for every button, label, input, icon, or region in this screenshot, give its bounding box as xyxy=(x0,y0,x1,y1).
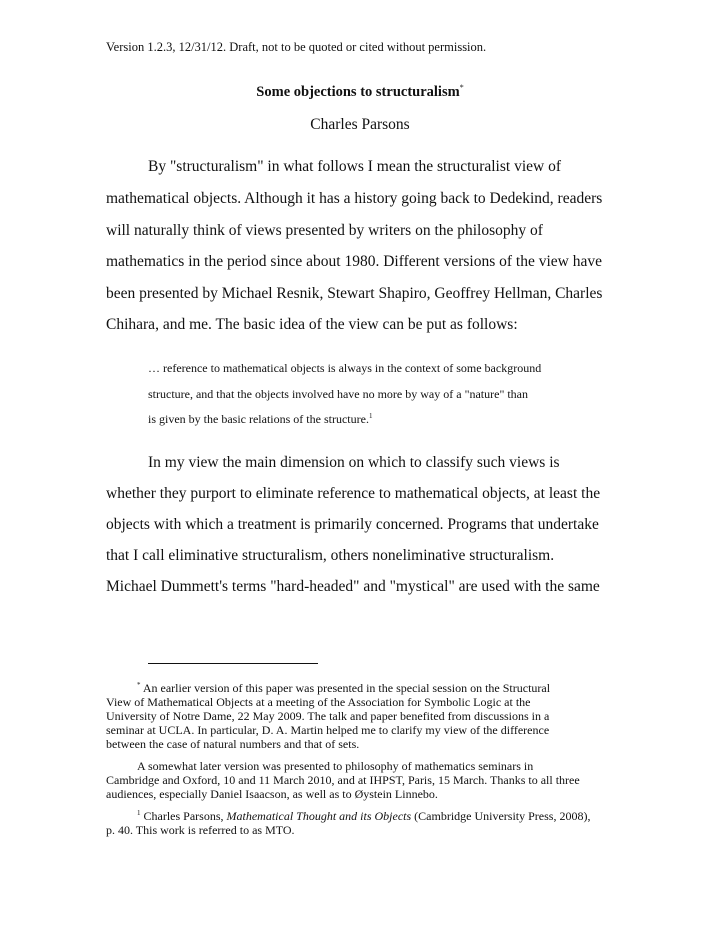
footnote-star-line: between the case of natural numbers and that of sets. xyxy=(106,737,360,751)
footnote-star-line xyxy=(137,681,550,696)
footnote-star-cont-line: A somewhat later version was presented to philosophy of mathematics seminars in xyxy=(137,759,534,773)
paragraph2-line: In my view the main dimension on which to classify such views is xyxy=(148,454,560,471)
footnote1-book-title: Mathematical Thought and its Objects xyxy=(226,809,412,823)
block-quote-text: is given by the basic relations of the structure. xyxy=(148,412,369,426)
footnote-star-line: University of Notre Dame, 22 May 2009. The talk and paper benefited from discussions in a xyxy=(106,709,550,723)
paragraph2-line: objects with which a treatment is primarily concerned. Programs that undertake xyxy=(106,516,599,533)
footnote-star-line: View of Mathematical Objects at a meeting of the Association for Symbolic Logic at the xyxy=(106,695,531,709)
footnote1-marker: 1 xyxy=(137,809,141,817)
footnote-star-cont-line: Cambridge and Oxford, 10 and 11 March 2010, and at IHPST, Paris, 15 March. Thanks to all three xyxy=(106,773,580,787)
paragraph2-line: whether they purport to eliminate reference to mathematical objects, at least the xyxy=(106,485,601,502)
paragraph1-line: By "structuralism" in what follows I mean the structuralist view of xyxy=(148,158,561,175)
footnote-star-cont-line: audiences, especially Daniel Isaacson, as well as to Øystein Linnebo. xyxy=(106,787,438,801)
title-footnote-marker: * xyxy=(459,83,464,92)
title-text: Some objections to structuralism xyxy=(256,83,460,100)
header-note: Version 1.2.3, 12/31/12. Draft, not to be quoted or cited without permission. xyxy=(106,40,487,54)
paragraph1-line: will naturally think of views presented by writers on the philosophy of xyxy=(106,222,543,239)
footnote1-line xyxy=(137,809,590,824)
footnote-star-line: seminar at UCLA. In particular, D. A. Martin helped me to clarify my view of the difference xyxy=(106,723,550,737)
footnote1-line: p. 40. This work is referred to as MTO. xyxy=(106,823,295,837)
paragraph1-line: mathematics in the period since about 1980. Different versions of the view have xyxy=(106,253,602,270)
author-name: Charles Parsons xyxy=(310,116,410,133)
footnote-separator xyxy=(148,663,318,664)
block-quote-line: … reference to mathematical objects is always in the context of some background xyxy=(148,361,542,375)
paragraph1-line: been presented by Michael Resnik, Stewart Shapiro, Geoffrey Hellman, Charles xyxy=(106,285,603,302)
paragraph2-line: that I call eliminative structuralism, others noneliminative structuralism. xyxy=(106,547,555,564)
footnote1-author: Charles Parsons, xyxy=(143,809,227,823)
paragraph1-line: mathematical objects. Although it has a history going back to Dedekind, readers xyxy=(106,190,603,207)
block-quote-line: structure, and that the objects involved have no more by way of a "nature" than xyxy=(148,387,529,401)
footnote1-publisher: (Cambridge University Press, 2008), xyxy=(411,809,591,823)
footnote-star-marker: * xyxy=(137,681,141,689)
block-quote-line xyxy=(148,412,372,427)
paragraph1-line: Chihara, and me. The basic idea of the view can be put as follows: xyxy=(106,316,518,333)
footnote-star-text: An earlier version of this paper was presented in the special session on the Structural xyxy=(142,681,551,695)
footnote-ref-1: 1 xyxy=(368,412,373,420)
paper-title xyxy=(0,83,720,101)
paragraph2-line: Michael Dummett's terms "hard-headed" and "mystical" are used with the same xyxy=(106,578,600,595)
